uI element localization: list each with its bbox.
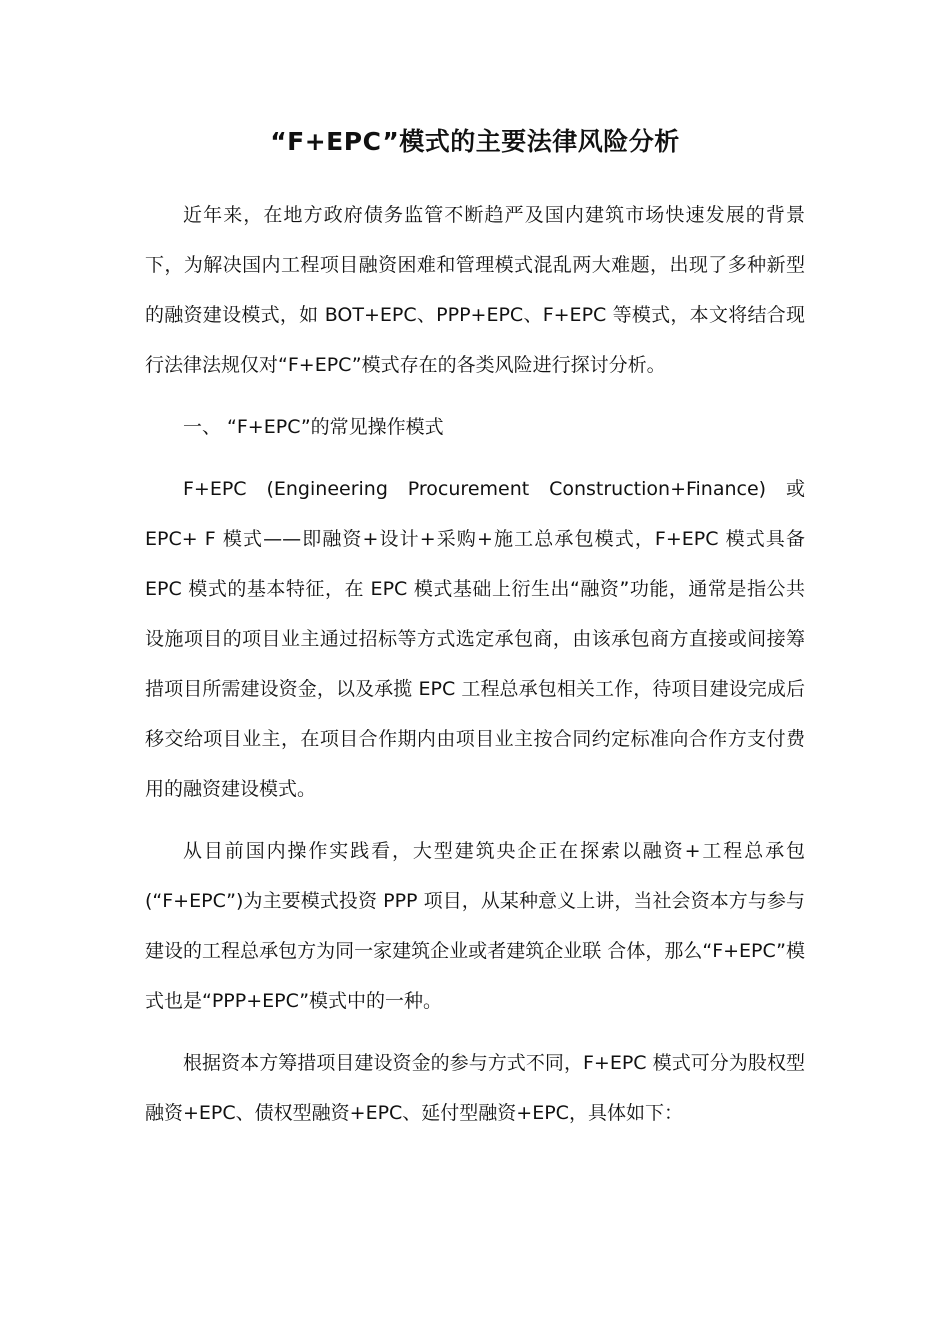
intro-paragraph: 近年来，在地方政府债务监管不断趋严及国内建筑市场快速发展的背景下，为解决国内工程项目融资困难和管理模式混乱两大难题，出现了多种新型的融资建设模式，如 BOT+EPC、PPP+EPC、F+EPC 等模式，本文将结合现行法律法规仅对“F+EPC”模式存在的各类风险进行探讨分析。 — [145, 204, 805, 376]
document-body — [145, 190, 805, 1150]
document-title: “F+EPC”模式的主要法律风险分析 — [270, 127, 680, 156]
definition-paragraph: F+EPC (Engineering Procurement Construction+Finance) 或 EPC+ F 模式——即融资+设计+采购+施工总承包模式，F+EPC 模式具备 EPC 模式的基本特征，在 EPC 模式基础上衍生出“融资”功能，通常是指公共设施项目的项目业主通过招标等方式选定承包商，由该承包商方直接或间接筹措项目所需建设资金，以及承揽 EPC 工程总承包相关工作，待项目建设完成后移交给项目业主，在项目合作期内由项目业主按合同约定标准向合作方支付费用的融资建设模式。 — [145, 478, 805, 800]
practice-paragraph: 从目前国内操作实践看，大型建筑央企正在探索以融资+工程总承包(“F+EPC”)为主要模式投资 PPP 项目，从某种意义上讲，当社会资本方与参与建设的工程总承包方为同一家建筑企业或者建筑企业联 合体，那么“F+EPC”模式也是“PPP+EPC”模式中的一种。 — [145, 840, 805, 1012]
section-heading: 一、 “F+EPC”的常见操作模式 — [183, 416, 444, 438]
classification-paragraph: 根据资本方筹措项目建设资金的参与方式不同，F+EPC 模式可分为股权型融资+EPC、债权型融资+EPC、延付型融资+EPC，具体如下： — [145, 1052, 805, 1124]
